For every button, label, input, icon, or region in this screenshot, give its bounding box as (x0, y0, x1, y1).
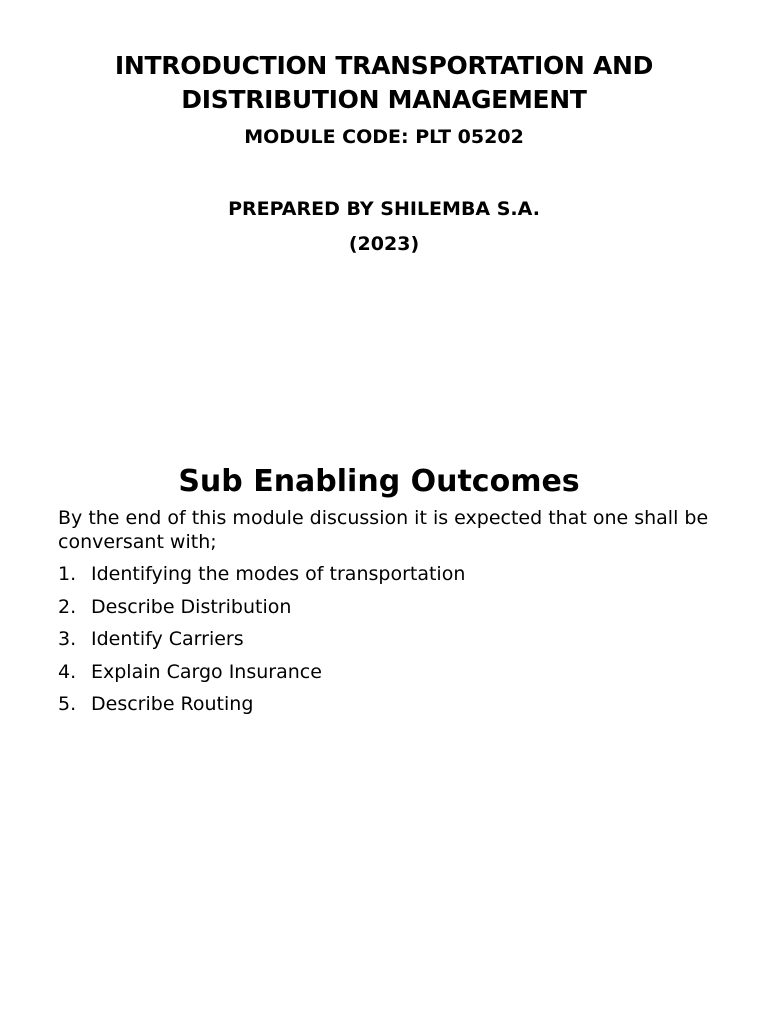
list-item-number: 5. (58, 693, 77, 715)
list-item-number: 3. (58, 628, 77, 650)
list-item-text: Describe Distribution (91, 595, 292, 618)
module-code: MODULE CODE: PLT 05202 (244, 126, 524, 148)
list-item-text: Describe Routing (91, 693, 254, 715)
year: (2023) (348, 233, 420, 255)
document-title (0, 49, 768, 117)
document-title-line-2: DISTRIBUTION MANAGEMENT (181, 85, 587, 114)
list-item (58, 660, 718, 684)
list-item-number: 2. (58, 595, 77, 618)
list-item-number: 1. (58, 563, 77, 585)
list-item (58, 595, 718, 619)
list-item-number: 4. (58, 660, 77, 683)
list-item-text: Identify Carriers (91, 628, 244, 650)
outcomes-list (58, 562, 718, 725)
intro-line-2: conversant with; (58, 531, 217, 553)
list-item (58, 692, 718, 716)
list-item (58, 562, 718, 586)
prepared-by: PREPARED BY SHILEMBA S.A. (228, 198, 540, 220)
intro-line-1: By the end of this module discussion it is expected that one shall be (58, 507, 709, 529)
document-title-line-1: INTRODUCTION TRANSPORTATION AND (114, 51, 654, 80)
intro-paragraph (58, 506, 738, 554)
section-heading: Sub Enabling Outcomes (178, 464, 580, 499)
list-item-text: Identifying the modes of transportation (91, 563, 466, 585)
list-item (58, 627, 718, 651)
list-item-text: Explain Cargo Insurance (91, 660, 322, 683)
